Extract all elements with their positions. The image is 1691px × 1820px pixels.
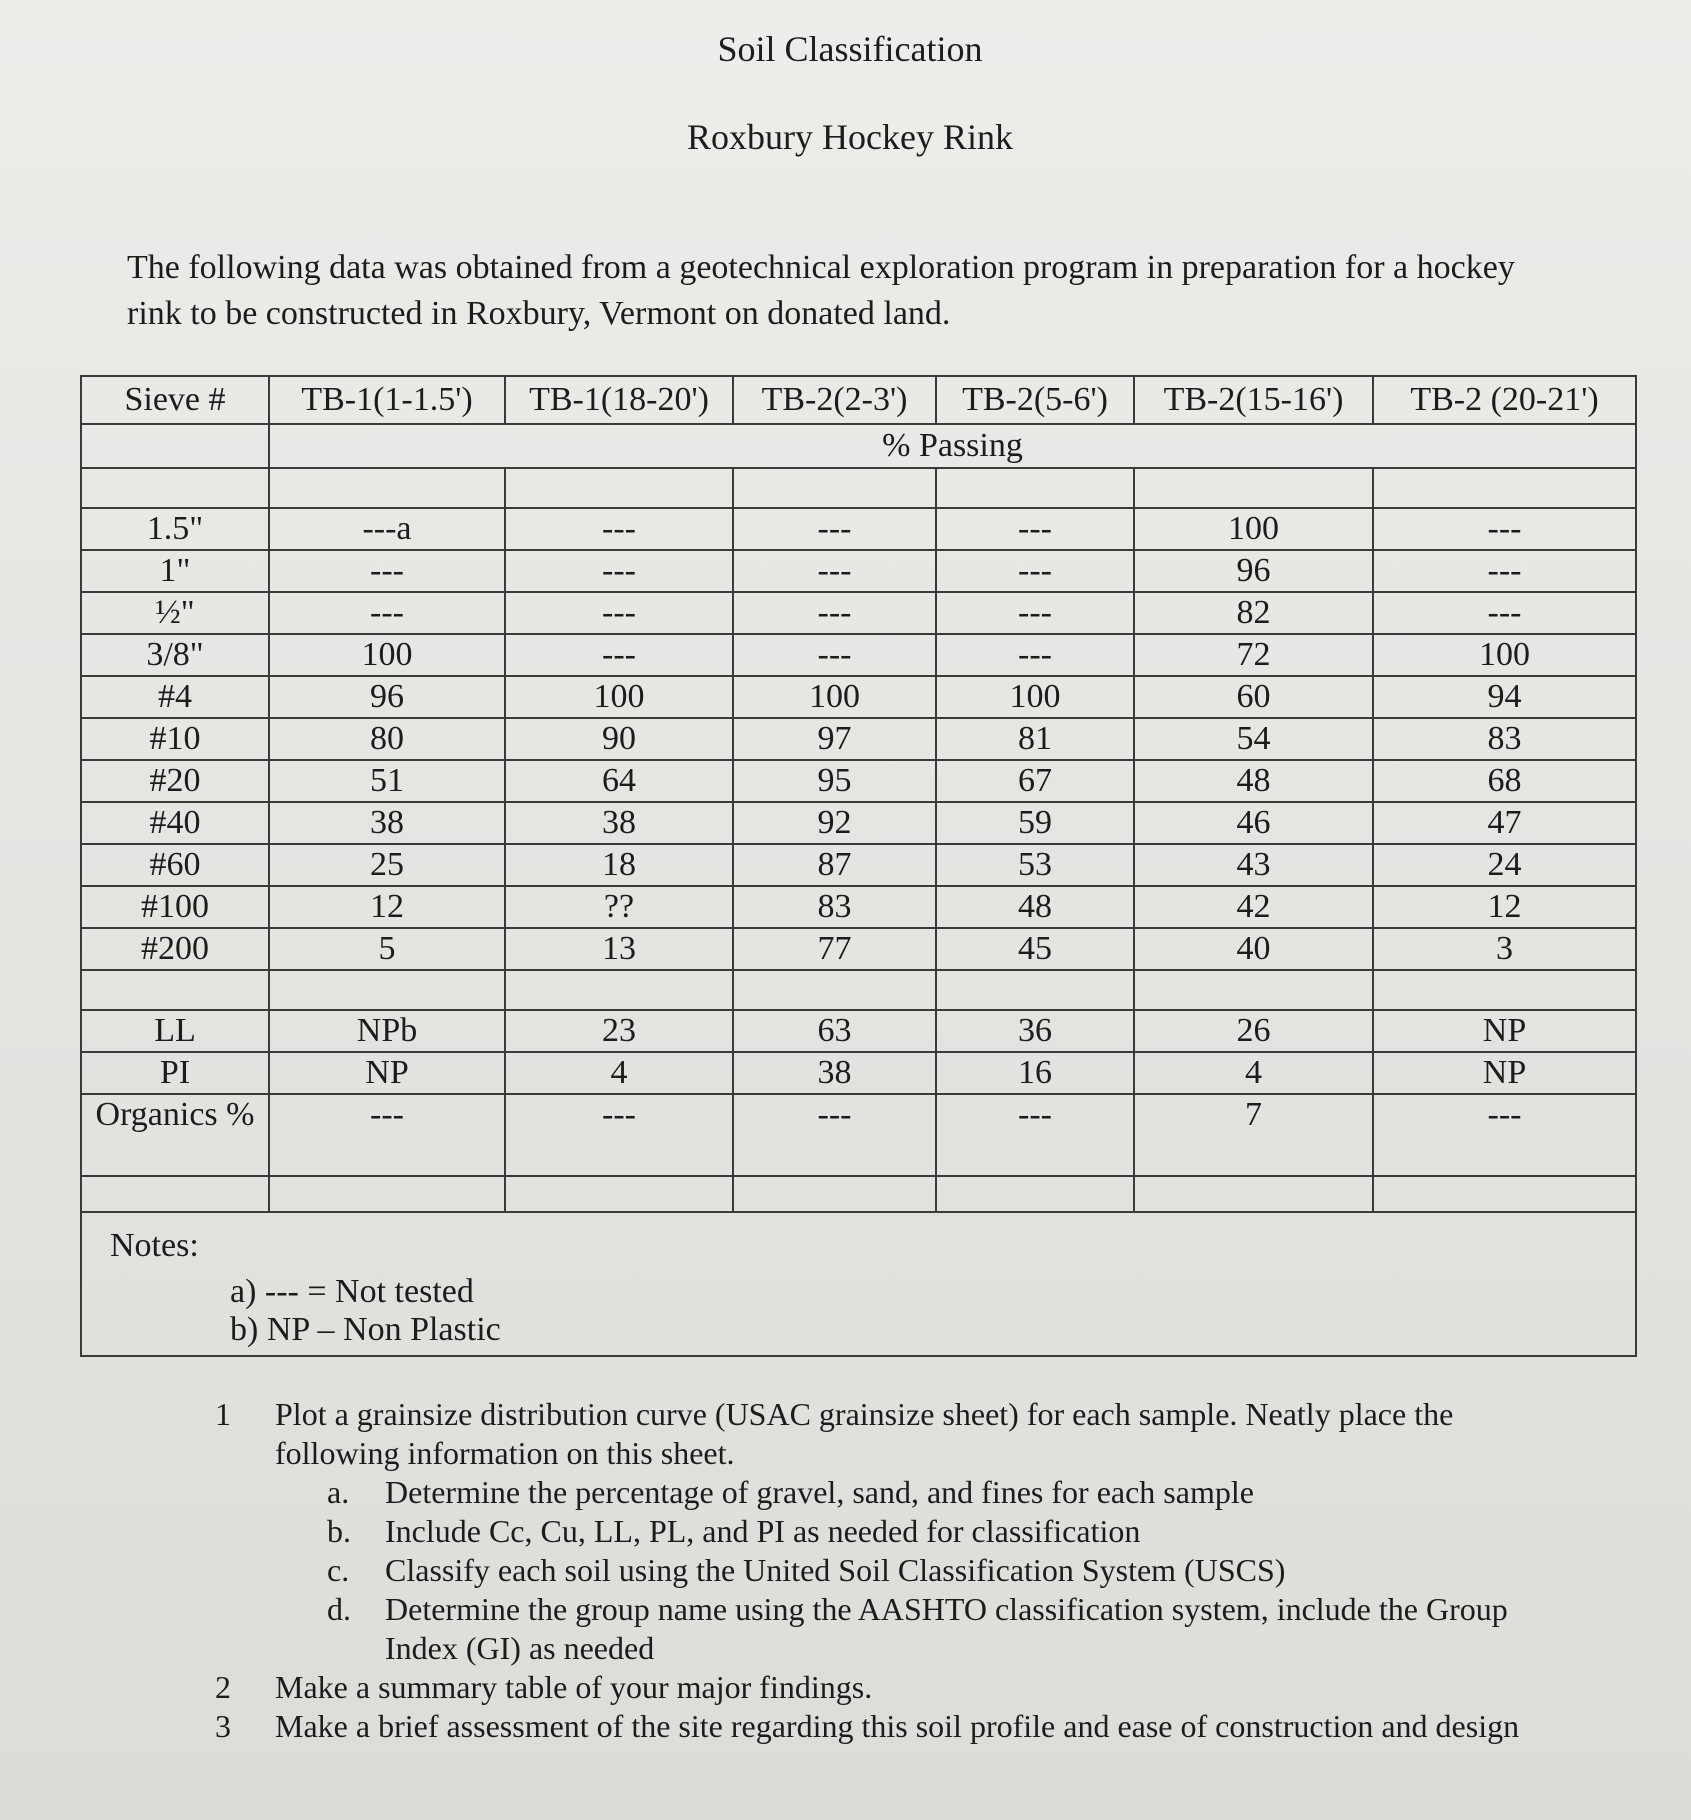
percent-passing-cell: 100	[1134, 508, 1373, 550]
note-item: b) NP – Non Plastic	[230, 1311, 501, 1348]
question-text: Make a brief assessment of the site regarding this soil profile and ease of construction and design	[275, 1708, 1520, 1744]
percent-passing-cell: 67	[936, 760, 1134, 802]
notes-label: Notes:	[110, 1227, 199, 1264]
percent-passing-cell: 94	[1373, 676, 1636, 718]
sub-question-letter: d.	[327, 1591, 351, 1627]
limit-value: NP	[269, 1052, 505, 1094]
sieve-row	[81, 928, 1636, 970]
percent-passing-cell: ---	[936, 634, 1134, 676]
intro-paragraph: The following data was obtained from a geotechnical exploration program in preparation for a hockey rink to be constructed in Roxbury, Vermont on donated land.	[127, 249, 1515, 332]
header-row	[81, 376, 1636, 424]
sieve-row	[81, 508, 1636, 550]
sub-question-text: Classify each soil using the United Soil Classification System (USCS)	[385, 1552, 1286, 1588]
sample-header: TB-2(15-16')	[1134, 376, 1373, 424]
percent-passing-cell: 100	[1373, 634, 1636, 676]
percent-passing-cell: 95	[733, 760, 936, 802]
organics-value: ---	[269, 1094, 505, 1176]
percent-passing-cell: ---	[505, 634, 733, 676]
sieve-size: #200	[81, 928, 269, 970]
percent-passing-cell: 24	[1373, 844, 1636, 886]
sieve-row	[81, 592, 1636, 634]
sieve-size: #40	[81, 802, 269, 844]
limit-value: NPb	[269, 1010, 505, 1052]
sub-question-letter: a.	[327, 1474, 350, 1510]
notes-list	[230, 1273, 1635, 1349]
blank-cell	[81, 424, 269, 468]
sub-question-text: Determine the percentage of gravel, sand, and fines for each sample	[385, 1474, 1254, 1510]
sample-header: TB-2 (20-21')	[1373, 376, 1636, 424]
sieve-size: 1"	[81, 550, 269, 592]
sub-question-letter: b.	[327, 1513, 351, 1549]
percent-passing-cell: 42	[1134, 886, 1373, 928]
question-item	[215, 1668, 1545, 1707]
sub-question-text: Include Cc, Cu, LL, PL, and PI as needed for classification	[385, 1513, 1141, 1549]
notes-cell	[81, 1212, 1636, 1356]
percent-passing-cell: 25	[269, 844, 505, 886]
limit-value: 23	[505, 1010, 733, 1052]
percent-passing-cell: 12	[1373, 886, 1636, 928]
sub-question-text: Determine the group name using the AASHTO classification system, include the Group Index (GI) as needed	[385, 1591, 1508, 1666]
limit-value: 63	[733, 1010, 936, 1052]
percent-passing-cell: ---	[936, 592, 1134, 634]
percent-passing-cell: 82	[1134, 592, 1373, 634]
question-number: 3	[215, 1708, 231, 1744]
percent-passing-cell: 43	[1134, 844, 1373, 886]
percent-passing-cell: ??	[505, 886, 733, 928]
organics-value: ---	[505, 1094, 733, 1176]
organics-value: ---	[1373, 1094, 1636, 1176]
percent-passing-cell: ---	[505, 550, 733, 592]
question-text: Plot a grainsize distribution curve (USAC grainsize sheet) for each sample. Neatly place the following information on this sheet.	[275, 1396, 1454, 1471]
percent-passing-cell: ---	[733, 550, 936, 592]
limit-rows	[81, 1010, 1636, 1094]
sieve-size: #60	[81, 844, 269, 886]
limit-label: PI	[81, 1052, 269, 1094]
sub-question-item	[327, 1512, 1545, 1551]
percent-passing-cell: 81	[936, 718, 1134, 760]
percent-passing-cell: 40	[1134, 928, 1373, 970]
limit-value: NP	[1373, 1052, 1636, 1094]
sieve-size: 1.5"	[81, 508, 269, 550]
percent-passing-cell: 51	[269, 760, 505, 802]
percent-passing-cell: 72	[1134, 634, 1373, 676]
sieve-row	[81, 634, 1636, 676]
limit-value: 4	[505, 1052, 733, 1094]
page-subtitle: Roxbury Hockey Rink	[687, 117, 1013, 157]
percent-passing-cell: ---	[733, 508, 936, 550]
percent-passing-cell: 13	[505, 928, 733, 970]
limit-value: 16	[936, 1052, 1134, 1094]
assignment-questions	[215, 1395, 1545, 1746]
spacer-row	[81, 1176, 1636, 1212]
limit-label: LL	[81, 1010, 269, 1052]
limit-row	[81, 1052, 1636, 1094]
percent-passing-cell: 5	[269, 928, 505, 970]
sieve-size: #100	[81, 886, 269, 928]
percent-passing-cell: 96	[269, 676, 505, 718]
organics-label: Organics %	[81, 1094, 269, 1176]
percent-passing-cell: ---	[936, 550, 1134, 592]
sub-question-item	[327, 1590, 1545, 1668]
percent-passing-cell: 80	[269, 718, 505, 760]
question-number: 1	[215, 1396, 231, 1432]
limit-value: 38	[733, 1052, 936, 1094]
percent-passing-cell: 68	[1373, 760, 1636, 802]
percent-passing-cell: ---	[269, 550, 505, 592]
percent-passing-cell: 92	[733, 802, 936, 844]
percent-passing-cell: 100	[505, 676, 733, 718]
sample-header: TB-1(18-20')	[505, 376, 733, 424]
percent-passing-cell: ---	[733, 634, 936, 676]
percent-passing-cell: 47	[1373, 802, 1636, 844]
question-number: 2	[215, 1669, 231, 1705]
sieve-size: #10	[81, 718, 269, 760]
sieve-size: 3/8"	[81, 634, 269, 676]
percent-passing-cell: 97	[733, 718, 936, 760]
percent-passing-cell: ---a	[269, 508, 505, 550]
percent-passing-cell: 46	[1134, 802, 1373, 844]
question-text: Make a summary table of your major findings.	[275, 1669, 873, 1705]
percent-passing-cell: ---	[1373, 508, 1636, 550]
limit-value: 36	[936, 1010, 1134, 1052]
sieve-row	[81, 550, 1636, 592]
sieve-row	[81, 718, 1636, 760]
sample-header: TB-2(5-6')	[936, 376, 1134, 424]
sample-header: TB-1(1-1.5')	[269, 376, 505, 424]
percent-passing-cell: ---	[269, 592, 505, 634]
notes-row	[81, 1212, 1636, 1356]
organics-row	[81, 1094, 1636, 1176]
percent-passing-cell: 38	[269, 802, 505, 844]
limit-row	[81, 1010, 1636, 1052]
percent-passing-cell: ---	[505, 592, 733, 634]
sieve-size: ½"	[81, 592, 269, 634]
passing-label: % Passing	[269, 424, 1636, 468]
percent-passing-cell: 45	[936, 928, 1134, 970]
sieve-row	[81, 802, 1636, 844]
percent-passing-cell: ---	[505, 508, 733, 550]
sieve-row	[81, 886, 1636, 928]
percent-passing-cell: 3	[1373, 928, 1636, 970]
percent-passing-cell: 100	[733, 676, 936, 718]
percent-passing-cell: ---	[1373, 592, 1636, 634]
percent-passing-cell: 59	[936, 802, 1134, 844]
spacer-row	[81, 468, 1636, 508]
sieve-row	[81, 676, 1636, 718]
sieve-row	[81, 760, 1636, 802]
percent-passing-cell: 38	[505, 802, 733, 844]
percent-passing-cell: 77	[733, 928, 936, 970]
percent-passing-cell: ---	[936, 508, 1134, 550]
sample-header: TB-2(2-3')	[733, 376, 936, 424]
percent-passing-cell: 18	[505, 844, 733, 886]
question-item	[215, 1395, 1545, 1473]
soil-data-table-wrapper	[80, 375, 1635, 1357]
organics-value: 7	[1134, 1094, 1373, 1176]
percent-passing-cell: 48	[1134, 760, 1373, 802]
percent-passing-cell: 64	[505, 760, 733, 802]
page-title: Soil Classification	[717, 29, 983, 69]
percent-passing-cell: 87	[733, 844, 936, 886]
sieve-row	[81, 844, 1636, 886]
sieve-size: #4	[81, 676, 269, 718]
limit-value: 26	[1134, 1010, 1373, 1052]
percent-passing-cell: 100	[936, 676, 1134, 718]
percent-passing-cell: 12	[269, 886, 505, 928]
percent-passing-cell: 60	[1134, 676, 1373, 718]
organics-value: ---	[936, 1094, 1134, 1176]
sub-question-letter: c.	[327, 1552, 350, 1588]
percent-passing-cell: 100	[269, 634, 505, 676]
percent-passing-cell: 48	[936, 886, 1134, 928]
percent-passing-cell: 83	[733, 886, 936, 928]
percent-passing-cell: 83	[1373, 718, 1636, 760]
soil-data-table	[80, 375, 1637, 1357]
sub-question-item	[327, 1551, 1545, 1590]
limit-value: 4	[1134, 1052, 1373, 1094]
percent-passing-cell: 90	[505, 718, 733, 760]
percent-passing-cell: ---	[1373, 550, 1636, 592]
limit-value: NP	[1373, 1010, 1636, 1052]
sieve-header: Sieve #	[81, 376, 269, 424]
percent-passing-cell: 54	[1134, 718, 1373, 760]
note-item: a) --- = Not tested	[230, 1273, 474, 1310]
sub-question-item	[327, 1473, 1545, 1512]
percent-passing-cell: ---	[733, 592, 936, 634]
question-item	[215, 1707, 1545, 1746]
passing-row	[81, 424, 1636, 468]
percent-passing-cell: 53	[936, 844, 1134, 886]
sieve-size: #20	[81, 760, 269, 802]
organics-value: ---	[733, 1094, 936, 1176]
spacer-row	[81, 970, 1636, 1010]
sieve-rows	[81, 508, 1636, 970]
percent-passing-cell: 96	[1134, 550, 1373, 592]
